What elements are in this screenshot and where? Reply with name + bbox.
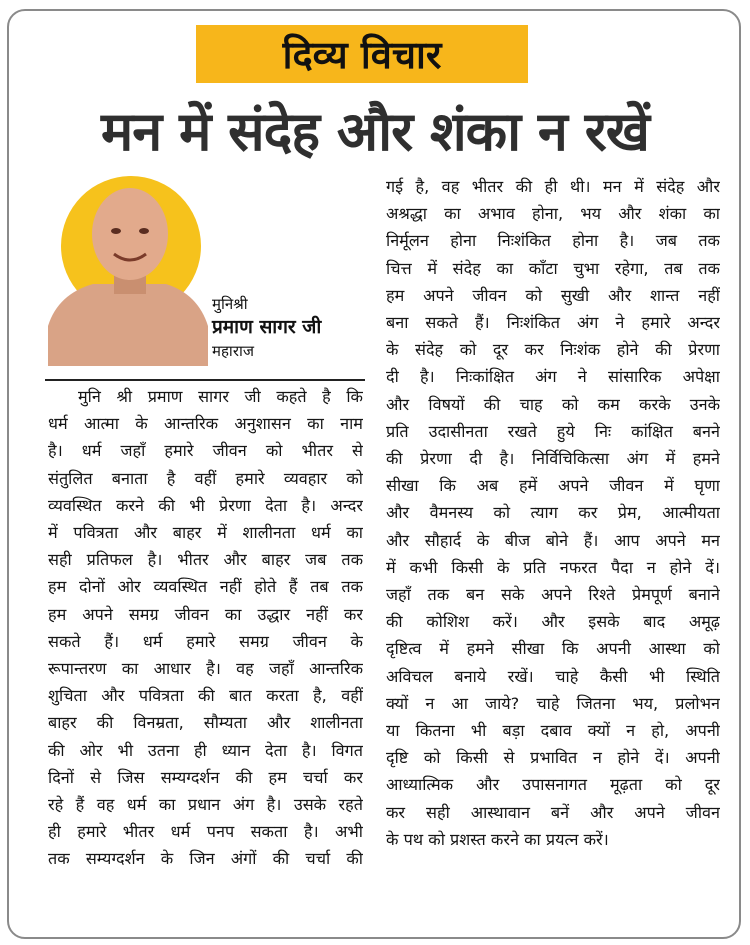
article-headline: मन में संदेह और शंका न रखें [101,100,649,163]
text-line: और सौहार्द के बीज बोने हैं। आप अपने मन [386,530,720,550]
text-line: आध्यात्मिक और उपासनागत मूढ़ता को दूर [386,775,720,795]
author-suffix: महाराज [212,342,254,360]
text-line: गई है, वह भीतर की ही थी। मन में संदेह और [386,177,720,196]
text-line: क्यों न आ जाये? चाहे जितना भय, प्रलोभन [386,693,720,713]
banner-title: दिव्य विचार [282,33,442,77]
text-line: दृष्टि को किसी से प्रभावित न होने दें। अपनी [386,748,720,768]
text-line: अविचल बनाये रखें। चाहे कैसी भी स्थिति [386,666,720,686]
text-line: शुचिता और पवित्रता की बात करता है, वहीं [48,686,363,706]
text-line: सही प्रतिफल है। भीतर और बाहर जब तक [48,550,363,570]
text-line: बाहर की विनम्रता, सौम्यता और शालीनता [48,713,363,733]
text-line: कर सही आस्थावान बनें और अपने जीवन [386,802,720,822]
text-line: की ओर भी उतना ही ध्यान देता है। विगत [48,740,363,760]
caption-divider [45,379,365,381]
text-line: अश्रद्धा का अभाव होना, भय और शंका का [386,204,720,224]
text-line: चित्त में संदेह का काँटा चुभा रहेगा, तब तक [386,258,720,278]
text-line: ही हमारे भीतर धर्म पनप सकता है। अभी [48,822,363,842]
text-line: की प्रेरणा दी है। निर्विचिकित्सा अंग में हमने [386,449,720,469]
author-caption [212,294,321,362]
text-line: व्यवस्थित करने की भी प्रेरणा देता है। अन्दर [48,495,363,515]
author-title: मुनिश्री [212,295,248,313]
text-line: में पवित्रता और बाहर में शालीनता धर्म का [48,523,363,543]
text-line: और विषयों की चाह को कम करके उनके [386,394,720,414]
portrait-shoulders [48,284,208,366]
author-portrait [48,176,208,366]
text-line: दी है। निःकांक्षित अंग ने सांसारिक अपेक्षा [386,367,720,387]
text-line: तक सम्यग्दर्शन के जिन अंगों की चर्चा की [48,849,363,869]
text-line: की कोशिश करें। और इसके बाद अमूढ़ [386,612,720,632]
article-column-right [386,173,720,853]
text-line: के संदेह को दूर कर निःशंक होने की प्रेरणा [386,340,720,360]
text-line: रहे हैं वह धर्म का प्रधान अंग है। उसके रहते [48,795,363,815]
text-line: दिनों से जिस सम्यग्दर्शन की हम चर्चा कर [48,767,363,787]
text-line: रूपान्तरण का आधार है। वह जहाँ आन्तरिक [48,659,363,679]
author-name: प्रमाण सागर जी [212,316,322,338]
text-line: या कितना भी बड़ा दबाव क्यों न हो, अपनी [386,721,720,741]
text-line: हम अपने जीवन को सुखी और शान्त नहीं [386,285,720,305]
text-line: में कभी किसी के प्रति नफरत पैदा न होने दें। [386,557,720,577]
text-line: धर्म आत्मा के आन्तरिक अनुशासन का नाम [48,414,363,434]
text-line: निर्मूलन होना निःशंकित होना है। जब तक [386,231,720,251]
text-line: सीखा कि अब हमें अपने जीवन में घृणा [386,476,720,496]
text-line: दृष्टित्व में हमने सीखा कि अपनी आस्था को [386,639,720,659]
text-line: जहाँ तक बन सके अपने रिश्ते प्रेमपूर्ण बनाने [386,585,720,605]
text-line: प्रति उदासीनता रखते हुये निः कांक्षित बनने [386,421,720,441]
article-column-left [48,383,363,873]
text-line: संतुलित बनाता है वहीं हमारे व्यवहार को [48,468,363,488]
text-line: सकते हैं। धर्म हमारे समग्र जीवन के [48,631,363,651]
text-line: है। धर्म जहाँ हमारे जीवन को भीतर से [48,441,363,461]
text-line: और वैमनस्य को त्याग कर प्रेम, आत्मीयता [386,503,720,523]
text-line: के पथ को प्रशस्त करने का प्रयत्न करें। [386,829,609,849]
section-banner [196,25,528,83]
portrait-head [92,188,168,280]
text-line: बना सकते हैं। निःशंकित अंग ने हमारे अन्दर [386,313,720,333]
text-line: मुनि श्री प्रमाण सागर जी कहते है कि [78,387,363,406]
text-line: हम अपने समग्र जीवन का उद्धार नहीं कर [48,604,363,624]
text-line: हम दोनों ओर व्यवस्थित नहीं होते हैं तब तक [48,577,363,597]
